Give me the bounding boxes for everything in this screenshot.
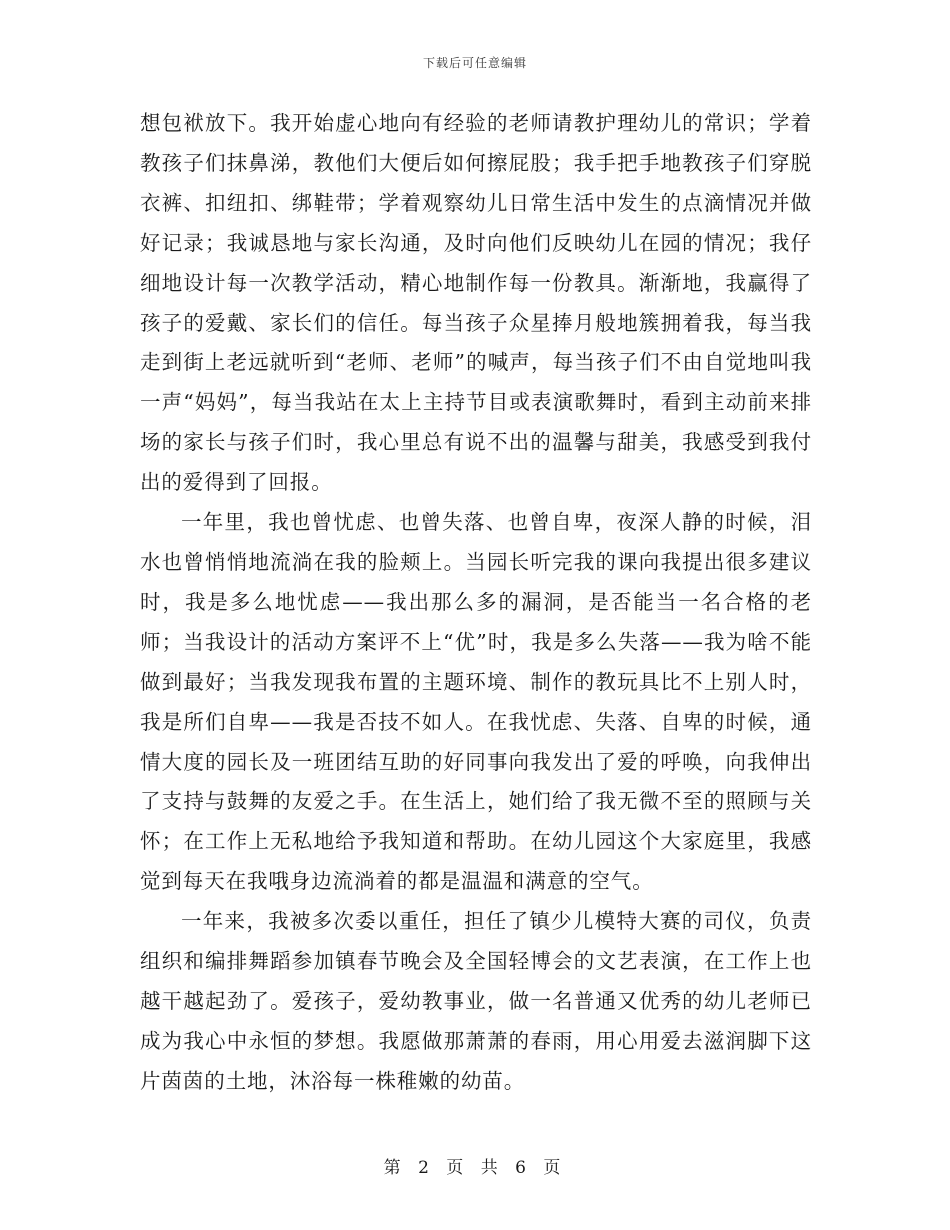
paragraph-achievements: 一年来，我被多次委以重任，担任了镇少儿模特大赛的司仪，负责组织和编排舞蹈参加镇春节晚会及全国轻博会的文艺表演，在工作上也越干越起劲了。爱孩子，爱幼教事业，做一名普通又优秀的幼儿老师已成为我心中永恒的梦想。我愿做那萧萧的春雨，用心用爱去滋润脚下这片茵茵的土地，沐浴每一株稚嫩的幼苗。 bbox=[140, 909, 812, 1093]
paragraph-worries: 一年里，我也曾忧虑、也曾失落、也曾自卑，夜深人静的时候，泪水也曾悄悄地流淌在我的脸颊上。当园长听完我的课向我提出很多建议时，我是多么地忧虑——我出那么多的漏洞，是否能当一名合格的老师；当我设计的活动方案评不上“优”时，我是多么失落——我为啥不能做到最好；当我发现我布置的主题环境、制作的教玩具比不上别人时，我是所们自卑——我是否技不如人。在我忧虑、失落、自卑的时候，通情大度的园长及一班团结互助的好同事向我发出了爱的呼唤，向我伸出了支持与鼓舞的友爱之手。在生活上，她们给了我无微不至的照顾与关怀；在工作上无私地给予我知道和帮助。在幼儿园这个大家庭里，我感觉到每天在我哦身边流淌着的都是温温和满意的空气。 bbox=[140, 510, 812, 894]
paragraph-continuation: 想包袱放下。我开始虚心地向有经验的老师请教护理幼儿的常识；学着教孩子们抹鼻涕，教他们大便后如何擦屁股；我手把手地教孩子们穿脱衣裤、扣纽扣、绑鞋带；学着观察幼儿日常生活中发生的点滴情况并做好记录；我诚恳地与家长沟通，及时向他们反映幼儿在园的情况；我仔细地设计每一次教学活动，精心地制作每一份教具。渐渐地，我赢得了孩子的爱戴、家长们的信任。每当孩子众星捧月般地簇拥着我，每当我走到街上老远就听到“老师、老师”的喊声，每当孩子们不由自觉地叫我一声“妈妈”，每当我站在太上主持节目或表演歌舞时，看到主动前来排场的家长与孩子们时，我心里总有说不出的温馨与甜美，我感受到我付出的爱得到了回报。 bbox=[140, 111, 812, 495]
page-header: 下载后可任意编辑 bbox=[422, 56, 527, 70]
page-number: 第 2 页 共 6 页 bbox=[383, 1158, 567, 1178]
document-body bbox=[140, 104, 812, 1102]
